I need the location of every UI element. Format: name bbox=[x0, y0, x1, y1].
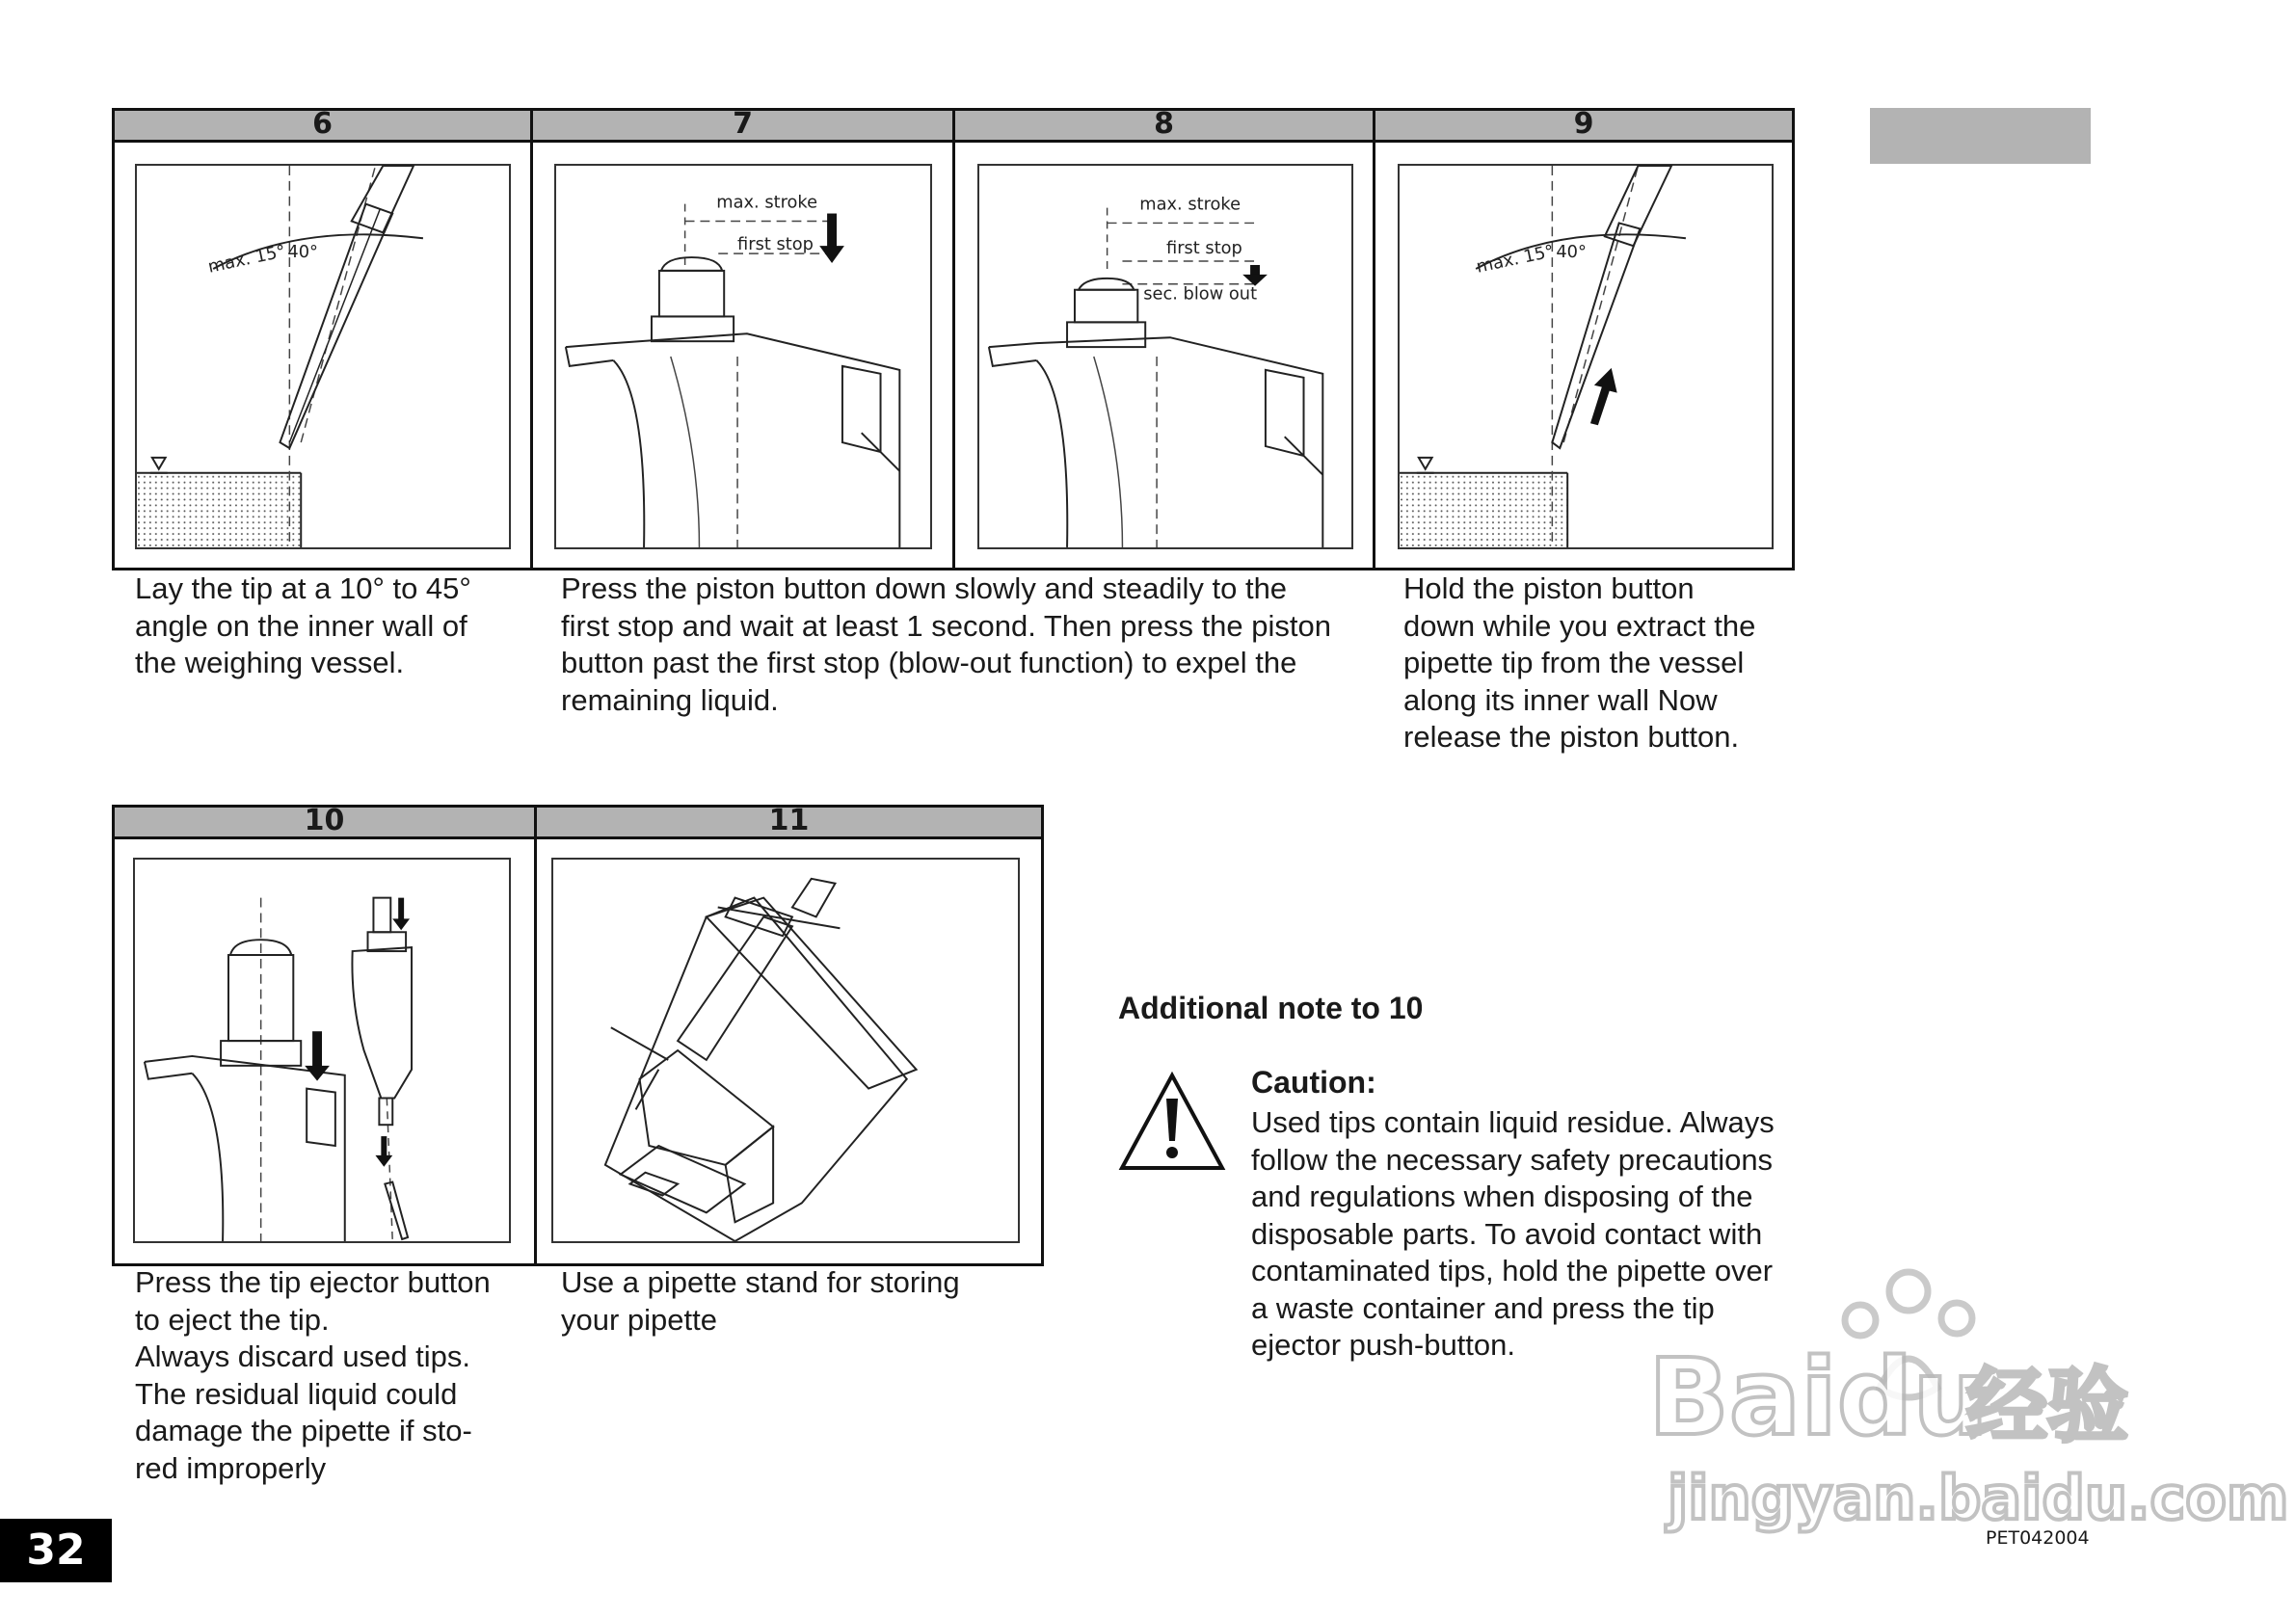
figure-9-extract-tip bbox=[1398, 164, 1774, 549]
panel-11-number: 11 bbox=[768, 804, 810, 837]
page-number: 32 bbox=[0, 1519, 112, 1582]
additional-note-title: Additional note to 10 bbox=[1118, 991, 1424, 1025]
fig7-first-stop-label: first stop bbox=[737, 234, 814, 255]
figure-7-first-stop bbox=[554, 164, 932, 549]
fig6-angle-40-label: 40° bbox=[287, 242, 318, 263]
fig8-max-stroke-label: max. stroke bbox=[1139, 194, 1241, 215]
fig8-first-stop-label: first stop bbox=[1165, 238, 1242, 259]
caution-text: Used tips contain liquid residue. Always follow the necessary safety precautions and regulations when disposing of the disposable parts. To avoid contact with contaminated tips, hold the pipette over a waste container and press the tip ejector push-button. bbox=[1251, 1105, 1775, 1362]
figure-6-tip-angle bbox=[135, 164, 511, 549]
reference-code: PET042004 bbox=[1986, 1527, 2090, 1549]
fig7-max-stroke-label: max. stroke bbox=[716, 192, 818, 213]
baidu-watermark bbox=[1619, 1262, 2289, 1542]
panel-9-caption: Hold the piston button down while you extract the pipette tip from the vessel along its inner wall Now release the piston button. bbox=[1403, 571, 1756, 754]
watermark-cn: 经验 bbox=[1966, 1359, 2129, 1453]
panel-7-number: 7 bbox=[733, 107, 753, 141]
caution-title: Caution: bbox=[1251, 1065, 1376, 1100]
fig9-angle-40-label: 40° bbox=[1556, 242, 1587, 263]
panel-11-header bbox=[534, 805, 1044, 839]
panel-10-header bbox=[112, 805, 537, 839]
watermark-url: jingyan.baidu.com bbox=[1668, 1463, 2289, 1533]
panel-10-number: 10 bbox=[304, 804, 345, 837]
panel-6-caption: Lay the tip at a 10° to 45° angle on the inner wall of the weighing vessel. bbox=[135, 571, 471, 679]
panel-9-header bbox=[1373, 108, 1795, 143]
panel-6-header bbox=[112, 108, 533, 143]
panel-9-number: 9 bbox=[1573, 107, 1594, 141]
figure-8-blow-out bbox=[977, 164, 1353, 549]
panel-10-caption: Press the tip ejector button to eject the tip. Always discard used tips. The residual liquid could damage the pipette if sto- red improperly bbox=[135, 1265, 491, 1485]
panel-7-header bbox=[530, 108, 955, 143]
watermark-brand: Baidu bbox=[1648, 1336, 1989, 1459]
figure-10-eject-tip bbox=[133, 858, 511, 1243]
fig6-angle-max-label: max. 15° bbox=[205, 241, 288, 278]
panel-7-caption: Press the piston button down slowly and steadily to the first stop and wait at least 1 second. Then press the piston button past the first stop (blow-out function) to expel the remaining liquid. bbox=[561, 571, 1331, 717]
panel-6-number: 6 bbox=[312, 107, 333, 141]
section-tab bbox=[1870, 108, 2091, 164]
fig9-angle-max-label: max. 15° bbox=[1474, 241, 1557, 278]
fig8-blow-out-label: sec. blow out bbox=[1143, 283, 1258, 305]
figure-11-pipette-stand bbox=[551, 858, 1020, 1243]
panel-8-header bbox=[952, 108, 1375, 143]
warning-triangle-icon bbox=[1118, 1072, 1226, 1172]
panel-11-caption: Use a pipette stand for storing your pipette bbox=[561, 1265, 960, 1337]
panel-8-number: 8 bbox=[1154, 107, 1174, 141]
